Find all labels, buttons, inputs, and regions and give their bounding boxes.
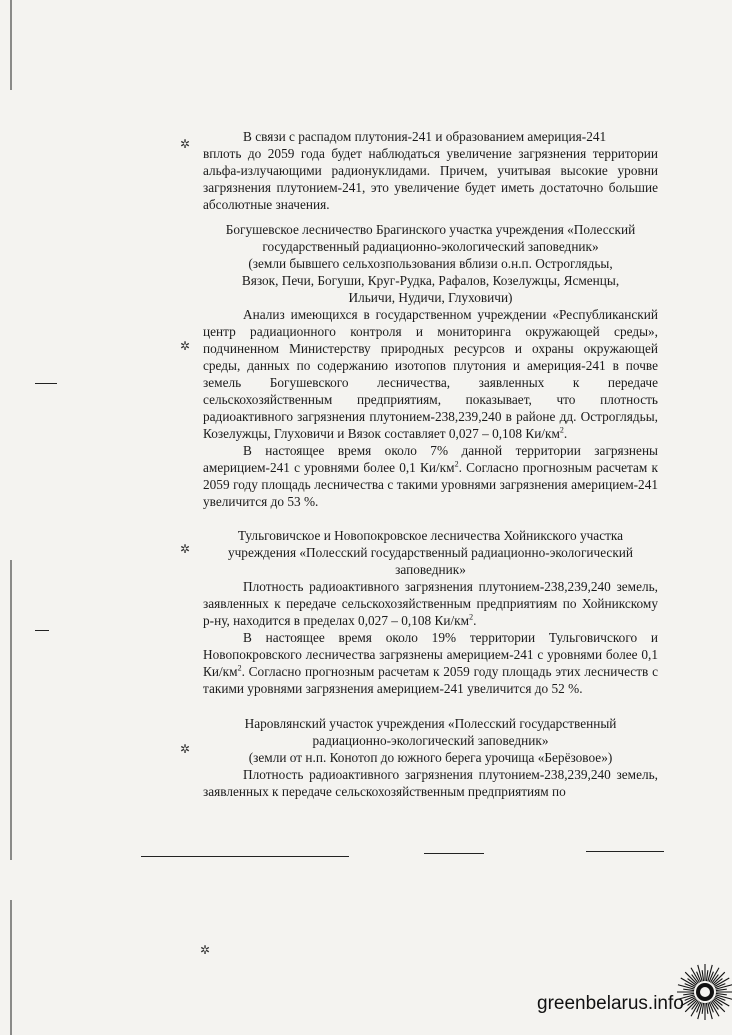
scan-edge: [10, 900, 12, 1035]
paragraph-text: Анализ имеющихся в государственном учреждении «Республиканский центр радиационного контроля и мониторинга окружающей среды», подчиненном Министерству природных ресурсов и охраны окружающей среды, данных по содержанию изотопов плутония и америция-241 в почве земель Богушевского лесничества, заявленных к передаче сельскохозяйственным предприятиям, показывает, что плотность радиоактивного загрязнения плутонием-238,239,240 в районе дд. Остроглядьы, Козелужцы, Глуховичи и Вязок составляет 0,027 – 0,108 Ки/км: [203, 307, 658, 441]
watermark-sun-icon: [676, 963, 732, 1021]
scan-edge: [10, 560, 12, 860]
sun-ray: [713, 1000, 725, 1012]
section-subheading: Ильичи, Нудичи, Глуховичи): [348, 290, 513, 305]
sun-ray: [702, 1003, 703, 1014]
section-paragraph: Плотность радиоактивного загрязнения плутонием-238,239,240 земель, заявленных к передаче сельскохозяйственным предприятиям по: [203, 767, 658, 799]
sun-ray: [683, 993, 694, 994]
sun-ray: [706, 970, 707, 981]
paragraph-text: В настоящее время около 7% данной территории загрязнены америцием-241 с уровнями более 0,1 Ки/км: [203, 443, 658, 475]
sun-ray: [713, 972, 725, 984]
section-heading: Наровлянский участок учреждения «Полесский государственный радиационно-экологический заповедник»: [244, 716, 617, 748]
sun-ray: [702, 970, 703, 981]
superscript: 2: [559, 425, 564, 435]
sun-ray: [683, 989, 694, 990]
section-paragraph: [203, 578, 658, 629]
margin-mark: ✲: [180, 742, 191, 756]
paragraph-text: . Согласно прогнозным расчетам к 2059 году площадь этих лесничеств с такими уровнями загрязнения америцием-241 увеличится до 52 %.: [203, 664, 658, 696]
section-paragraph: [203, 306, 658, 442]
margin-mark: ✲: [200, 943, 211, 957]
superscript: 2: [237, 663, 242, 673]
section-heading: Тульговичское и Новопокровское лесничества Хойникского участка учреждения «Полесский государственный радиационно-экологический заповедник»: [227, 528, 634, 577]
period: .: [563, 426, 568, 441]
footer-rule: [424, 853, 484, 854]
intro-text: вплоть до 2059 года будет наблюдаться увеличение загрязнения территории альфа-излучающими радионуклидами. Причем, учитывая высокие уровни загрязнения плутонием-241, это увеличение будет иметь достаточно большие абсолютные значения.: [203, 146, 658, 212]
sun-ray: [685, 972, 697, 984]
section-narovlyanskiy: [203, 715, 658, 800]
margin-mark: ✲: [180, 339, 191, 353]
sun-ray: [716, 989, 727, 990]
sun-ray: [716, 993, 727, 994]
section-subheading: (земли бывшего сельхозпользования вблизи о.н.п. Остроглядьы,: [248, 256, 613, 271]
sun-ray: [706, 1003, 707, 1014]
margin-mark: ✲: [180, 542, 191, 556]
section-heading: Богушевское лесничество Брагинского участка учреждения «Полесский государственный радиационно-экологический заповедник»: [225, 222, 636, 254]
scan-edge: [10, 0, 12, 90]
margin-dash: [35, 383, 57, 384]
period: .: [473, 613, 477, 628]
section-tulgovichskoe: [203, 527, 658, 697]
section-paragraph: [203, 629, 658, 697]
section-paragraph: [203, 442, 658, 510]
footer-rule: [141, 856, 349, 857]
margin-mark: ✲: [180, 137, 191, 151]
paragraph-text: . Согласно прогнозным расчетам к 2059 году площадь лесничества с такими уровнями загрязнения америцием-241 увеличится до 53 %.: [203, 460, 658, 509]
section-subheading: Вязок, Печи, Богуши, Круг-Рудка, Рафалов, Козелужцы, Ясменцы,: [241, 273, 620, 288]
intro-paragraph: [203, 128, 658, 213]
section-bogushevskoe: [203, 221, 658, 510]
section-subheading: (земли от н.п. Конотоп до южного берега урочища «Берёзовое»): [248, 750, 613, 765]
superscript: 2: [454, 459, 459, 469]
footer-rule: [586, 851, 664, 852]
intro-line-1: В связи с распадом плутония-241 и образованием америция-241: [243, 129, 607, 144]
superscript: 2: [469, 612, 474, 622]
paragraph-text: В настоящее время около 19% территории Тульговичского и Новопокровского лесничества загрязнены америцием-241 с уровнями более 0,1 Ки/км: [203, 630, 658, 679]
watermark-text: greenbelarus.info: [537, 993, 684, 1014]
paragraph-text: Плотность радиоактивного загрязнения плутонием-238,239,240 земель, заявленных к передаче сельскохозяйственным предприятиям по Хойникскому р-ну, находится в пределах 0,027 – 0,108 Ки/км: [203, 579, 658, 628]
margin-dash: [35, 630, 49, 631]
sun-ray: [685, 1000, 697, 1012]
